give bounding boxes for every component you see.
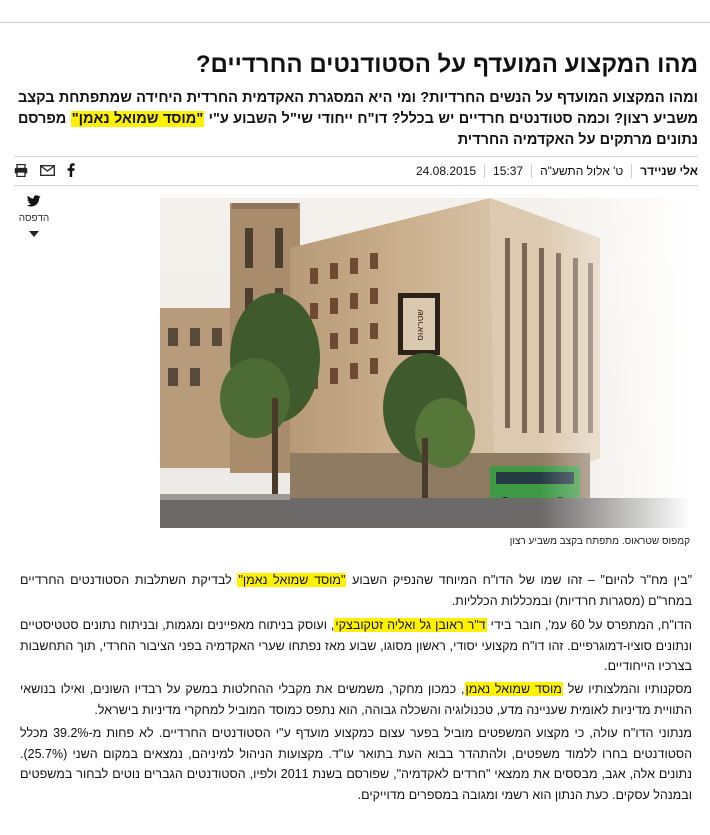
paragraph-text: מסקנותיו והמלצותיו של [562, 682, 692, 696]
hebrew-date: ט' אלול התשע"ה [531, 164, 631, 178]
paragraph-text: "בין מח"ר להיום" – זהו שמו של הדו"ח המיוחד שהנפיק השבוע [346, 573, 693, 587]
print-label[interactable]: הדפסה [18, 213, 50, 224]
publish-date: 24.08.2015 [415, 164, 477, 178]
lead-text: ומהו המקצוע המועדף על הנשים החרדיות? ומי היא המסגרת האקדמית החרדית היחידה שמתפתחת בקצב משביע רצון? וכמה סטודנטים חרדיים יש בכלל? דו"ח ייחודי שי"ל השבוע ע"י [18, 90, 699, 127]
paragraph-highlight: "מוסד שמואל נאמן" [238, 573, 346, 587]
publish-time: 15:37 [484, 164, 531, 178]
paragraph-3 [20, 679, 692, 720]
paragraph-1 [20, 570, 692, 611]
side-share [16, 194, 52, 242]
building-sign: שטראוס [416, 309, 426, 341]
paragraph-4: מנתוני הדו"ח עולה, כי מקצוע המשפטים מוביל בפער עצום כמקצוע מועדף ע"י הסטודנטים החרדיים. לא פחות מ-39.2% מכלל הסטודנטים בחרו ללמוד משפטים, ולהתהדר בבוא העת בתואר עו"ד. מקצועות הניהול למיניהם, נמצאים במקום השני (25.7%). נתונים אלה, אגב, מבססים את ממצאי "חרדים לאקדמיה", שפורסם בשנת 2011 ולפיו, הסטודנטים הגברים נוטים לבחור במשפטים ובמנהל עסקים. כעת הנתון הוא רשמי ומגובה במספרים מדוייקים. [20, 726, 692, 802]
article-lead [18, 88, 698, 151]
paragraph-text: , כמכון מחקר, משמשים את מקבלי ההחלטות במשק על רבדיו השונים, ואילו בנושאי התוויית מדיניות לאומית שעניינה מדע, טכנולוגיה והשכלה גבוהה, הוא נתפס כמוסד המוביל למחקרי מדיניות בישראל. [20, 682, 692, 717]
email-icon[interactable] [40, 165, 55, 176]
chevron-down-icon[interactable] [29, 231, 39, 237]
paragraph-highlight: מוסד שמואל נאמן [465, 682, 562, 696]
author-name[interactable]: אלי שניידר [631, 164, 698, 178]
twitter-icon[interactable] [27, 194, 41, 211]
paragraph-text: , ועוסק בניתוח מאפיינים ומגמות, ובניתוח נתונים סטטיסטיים ונתונים סוציו-דמוגרפיים. זהו דו"ח מקצועי יסודי, ראשון מסוגו, שבוע מאז נפתחו שערי האקדמיה בפני הציבור החרדי, תוך התחשבות בצרכיו הייחודיים. [20, 618, 692, 673]
meta-row [14, 156, 698, 186]
paragraph-text: לבדיקת השתלבות הסטודנטים החרדיים במחר"ם (מסגרות חרדיות) ובמכללות הכלליות. [20, 573, 692, 608]
paragraph-text: הדו"ח, המתפרס על 60 עמ', חובר בידי [486, 618, 692, 632]
article-title: מהו המקצוע המועדף על הסטודנטים החרדיים? [195, 51, 698, 78]
article-photo [160, 198, 690, 528]
lead-text-end: מפרסם נתונים מרתקים על האקדמיה החרדית [18, 111, 698, 148]
paragraph-2 [20, 615, 692, 677]
facebook-icon[interactable] [67, 163, 75, 177]
print-icon[interactable] [14, 164, 28, 177]
photo-caption: קמפוס שטראוס. מתפתח בקצב משביע רצון [509, 536, 690, 547]
paragraph-highlight: ד"ר ראובן גל ואליה זטקובצקי [335, 618, 486, 632]
article-meta [408, 164, 698, 178]
lead-highlight: "מוסד שמואל נאמן" [71, 111, 204, 127]
share-bar [14, 163, 75, 177]
